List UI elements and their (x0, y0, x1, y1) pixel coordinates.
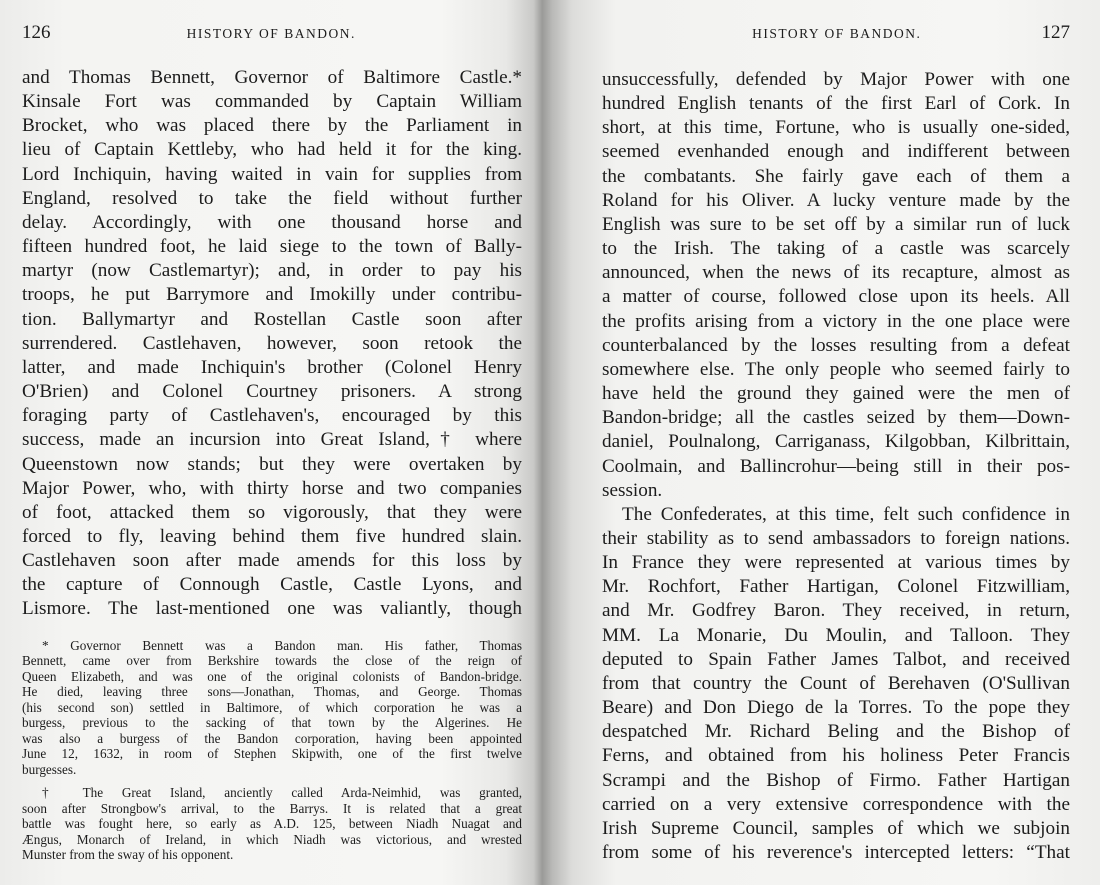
footnote-line: June 12, 1632, in room of Stephen Skipwith, one of the first twelve (22, 746, 522, 762)
text-line: daniel, Poulnalong, Carriganass, Kilgobban, Kilbrittain, (602, 431, 1070, 453)
text-line: fifteen hundred foot, he laid siege to the town of Bally- (22, 236, 522, 258)
text-line: Mr. Rochfort, Father Hartigan, Colonel Fitzwilliam, (602, 576, 1070, 598)
text-line: Scrampi and the Bishop of Firmo. Father Hartigan (602, 769, 1070, 791)
text-line: MM. La Monarie, Du Moulin, and Talloon. They (602, 624, 1070, 646)
text-line: Lord Inchiquin, having waited in vain for supplies from (22, 163, 522, 185)
footnote-line: Queen Elizabeth, and was one of the original colonists of Bandon-bridge. (22, 668, 522, 684)
left-footnotes (22, 638, 522, 863)
footnote-line: * Governor Bennett was a Bandon man. His father, Thomas (42, 637, 522, 653)
text-line: Brocket, who was placed there by the Parliament in (22, 115, 522, 137)
footnote-line: He died, leaving three sons—Jonathan, Thomas, and George. Thomas (22, 684, 522, 700)
footnote-line: Munster from the sway of his opponent. (22, 847, 234, 863)
right-running-head (602, 0, 1070, 43)
text-line: latter, and made Inchiquin's brother (Colonel Henry (22, 356, 522, 378)
text-line: counterbalanced by the losses resulting from a defeat (602, 334, 1070, 356)
text-line: session. (602, 479, 663, 501)
text-line: somewhere else. The only people who seemed fairly to (602, 358, 1070, 380)
footnote-line: battle was fought here, so early as A.D. 125, between Niadh Nuagat and (22, 816, 522, 832)
left-page-number: 126 (22, 22, 51, 43)
text-line: The Confederates, at this time, felt such confidence in (622, 503, 1070, 525)
text-line: success, made an incursion into Great Island,† where (22, 429, 522, 451)
right-running-title: HISTORY OF BANDON. (752, 26, 922, 41)
text-line: In France they were represented at various times by (602, 552, 1070, 574)
text-line: deputed to Spain Father James Talbot, and received (602, 648, 1070, 670)
text-line: lieu of Captain Kettleby, who had held it for the king. (22, 139, 522, 161)
text-line: England, resolved to take the field without further (22, 187, 522, 209)
text-line: seemed evenhanded enough and indifferent between (602, 141, 1070, 163)
text-line: Coolmain, and Ballincrohur—being still in their pos- (602, 455, 1070, 477)
footnote-line: Ængus, Monarch of Ireland, in which Niadh was victorious, and wrested (22, 831, 522, 847)
text-line: English was sure to be set off by a similar run of luck (602, 213, 1070, 235)
text-line: from that country the Count of Berehaven (O'Sullivan (602, 672, 1070, 694)
footnote-line: burgess, previous to the sacking of that town by the Algerines. He (22, 715, 522, 731)
footnote-line: (his second son) settled in Baltimore, of which corporation he was a (22, 699, 522, 715)
right-body-text (602, 68, 1070, 865)
left-running-head (22, 0, 522, 43)
text-line: short, at this time, Fortune, who is usually one-sided, (602, 117, 1070, 139)
text-line: and Mr. Godfrey Baron. They received, in return, (602, 600, 1070, 622)
left-body-text (22, 66, 522, 622)
text-line: tion. Ballymartyr and Rostellan Castle soon after (22, 308, 522, 330)
text-line: hundred English tenants of the first Earl of Cork. In (602, 93, 1070, 115)
footnote-great-island (22, 785, 522, 863)
text-line: Roland for his Oliver. A lucky venture made by the (602, 189, 1070, 211)
right-page-number: 127 (1041, 22, 1070, 43)
text-line: forced to fly, leaving behind them five hundred slain. (22, 525, 522, 547)
text-line: Ferns, and obtained from his holiness Peter Francis (602, 745, 1070, 767)
text-line: foraging party of Castlehaven's, encouraged by this (22, 405, 522, 427)
text-line: of foot, attacked them so vigorously, that they were (22, 501, 522, 523)
text-line: Bandon-bridge; all the castles seized by them—Down- (602, 407, 1070, 429)
text-line: despatched Mr. Richard Beling and the Bishop of (602, 721, 1070, 743)
text-line: surrendered. Castlehaven, however, soon retook the (22, 332, 522, 354)
text-line: Beare) and Don Diego de la Torres. To the pope they (602, 697, 1070, 719)
footnote-line: burgesses. (22, 761, 77, 777)
text-line: from some of his reverence's intercepted letters: “That (602, 842, 1070, 863)
footnote-line: † The Great Island, anciently called Arda-Neimhid, was granted, (42, 785, 522, 801)
text-line: announced, when the news of its recapture, almost as (602, 262, 1070, 284)
text-line: the capture of Connough Castle, Castle Lyons, and (22, 574, 522, 596)
text-line: the profits arising from a victory in the one place were (602, 310, 1070, 332)
text-line: martyr (now Castlemartyr); and, in order to pay his (22, 260, 522, 282)
text-line: a matter of course, followed close upon its heels. All (602, 286, 1070, 308)
footnote-line: was also a burgess of the Bandon corporation, having been appointed (22, 730, 522, 746)
text-line: O'Brien) and Colonel Courtney prisoners. A strong (22, 381, 522, 403)
left-running-title: HISTORY OF BANDON. (186, 26, 356, 41)
footnote-line: Bennett, came over from Berkshire towards the close of the reign of (22, 653, 522, 669)
text-line: Queenstown now stands; but they were overtaken by (22, 453, 522, 475)
text-line: Major Power, who, with thirty horse and two companies (22, 477, 522, 499)
text-line: carried on a very extensive correspondence with the (602, 793, 1070, 815)
right-page (550, 0, 1100, 885)
text-line: unsuccessfully, defended by Major Power with one (602, 69, 1070, 90)
text-line: troops, he put Barrymore and Imokilly under contribu- (22, 284, 522, 306)
text-line: Lismore. The last-mentioned one was valiantly, though (22, 598, 522, 620)
text-line: Castlehaven soon after made amends for this loss by (22, 550, 522, 572)
text-line: have held the ground they gained were the men of (602, 383, 1070, 405)
footnote-line: soon after Strongbow's arrival, to the Barrys. It is related that a great (22, 800, 522, 816)
text-line: their stability as to send ambassadors to foreign nations. (602, 527, 1070, 549)
text-line: the combatants. She fairly gave each of them a (602, 165, 1070, 187)
text-line: to the Irish. The taking of a castle was scarcely (602, 238, 1070, 260)
text-line: and Thomas Bennett, Governor of Baltimore Castle.* (22, 67, 522, 88)
text-line: Irish Supreme Council, samples of which we subjoin (602, 817, 1070, 839)
footnote-bennett (22, 638, 522, 778)
text-line: Kinsale Fort was commanded by Captain William (22, 91, 522, 113)
text-line: delay. Accordingly, with one thousand horse and (22, 211, 522, 233)
